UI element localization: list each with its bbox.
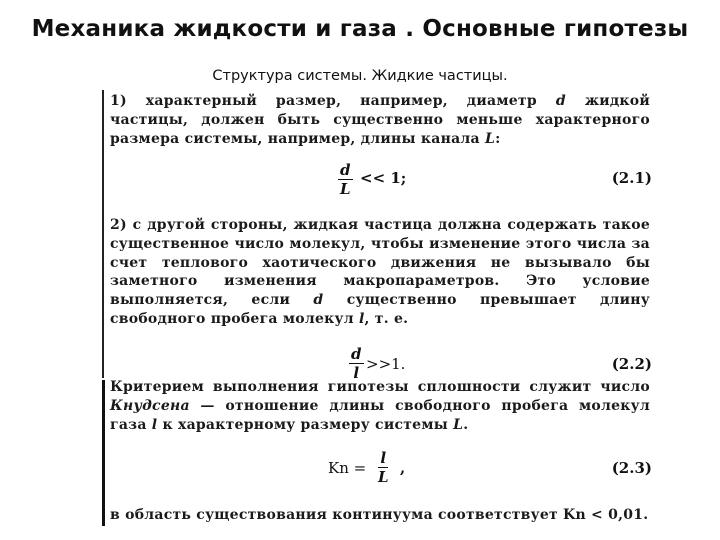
- p4-text: в область существования континуума соответствует Kn < 0,01.: [110, 507, 649, 523]
- p3-text-c: к характерному размеру системы: [157, 416, 454, 433]
- p1-symbol-L: L: [484, 130, 496, 147]
- p3-text-a: Критерием выполнения гипотезы сплошности служит число: [110, 379, 650, 395]
- eq2-numerator: d: [351, 345, 362, 363]
- p1-text-b: жидкой частицы, должен быть существенно меньше характерного размера системы, например, длины канала: [110, 93, 651, 147]
- paragraph-4: [110, 506, 650, 525]
- eq2-denominator: l: [353, 364, 360, 382]
- p3-symbol-L: L: [453, 416, 464, 433]
- eq1-number: (2.1): [611, 169, 652, 187]
- eq1-numerator: d: [340, 161, 351, 179]
- p1-text-c: :: [495, 130, 501, 147]
- equation-2-1: [102, 160, 658, 200]
- p2-text-c: , т. е.: [364, 310, 409, 327]
- eq3-denominator: L: [378, 468, 389, 486]
- eq3-lhs: Kn =: [328, 459, 367, 477]
- p3-symbol-l: l: [151, 416, 158, 433]
- equation-2-3: [102, 450, 658, 490]
- scanned-textbook-page: [102, 90, 658, 526]
- slide-subtitle: Структура системы. Жидкие частицы.: [212, 68, 508, 84]
- p3-knudsen-name: Кнудсена: [110, 397, 190, 414]
- eq1-denominator: L: [339, 180, 351, 198]
- p2-symbol-d: d: [313, 292, 324, 309]
- eq3-numerator: l: [380, 449, 387, 467]
- scan-left-edge: [102, 90, 104, 378]
- p2-symbol-l: l: [358, 310, 365, 327]
- p3-text-b: — отношение длины свободного пробега молекул газа: [110, 397, 650, 433]
- p1-symbol-d: d: [555, 93, 566, 109]
- eq2-relation: >>1.: [366, 355, 406, 373]
- p2-text-b: существенно превышает длину свободного пробега молекул: [110, 292, 650, 327]
- p2-text-a: 2) с другой стороны, жидкая частица должна содержать такое существенное число молекул, чтобы изменение этого числа за счет теплового хаотического движения не вызывало бы заметного изменения макропараметров. Это условие выполняется, если: [110, 217, 650, 309]
- paragraph-2: [110, 216, 650, 329]
- eq1-relation: << 1;: [360, 169, 407, 187]
- eq3-fraction: [378, 450, 389, 485]
- eq1-fraction: [338, 162, 353, 197]
- paragraph-1: [110, 92, 650, 148]
- p3-text-d: .: [463, 416, 469, 433]
- p1-text-a: 1) характерный размер, например, диаметр: [110, 93, 556, 109]
- eq2-fraction: [349, 346, 364, 381]
- eq3-number: (2.3): [611, 459, 652, 477]
- eq3-comma: ,: [400, 459, 406, 477]
- slide-title: Механика жидкости и газа . Основные гипотезы: [31, 16, 689, 42]
- eq2-number: (2.2): [611, 355, 652, 373]
- paragraph-3: [110, 378, 650, 434]
